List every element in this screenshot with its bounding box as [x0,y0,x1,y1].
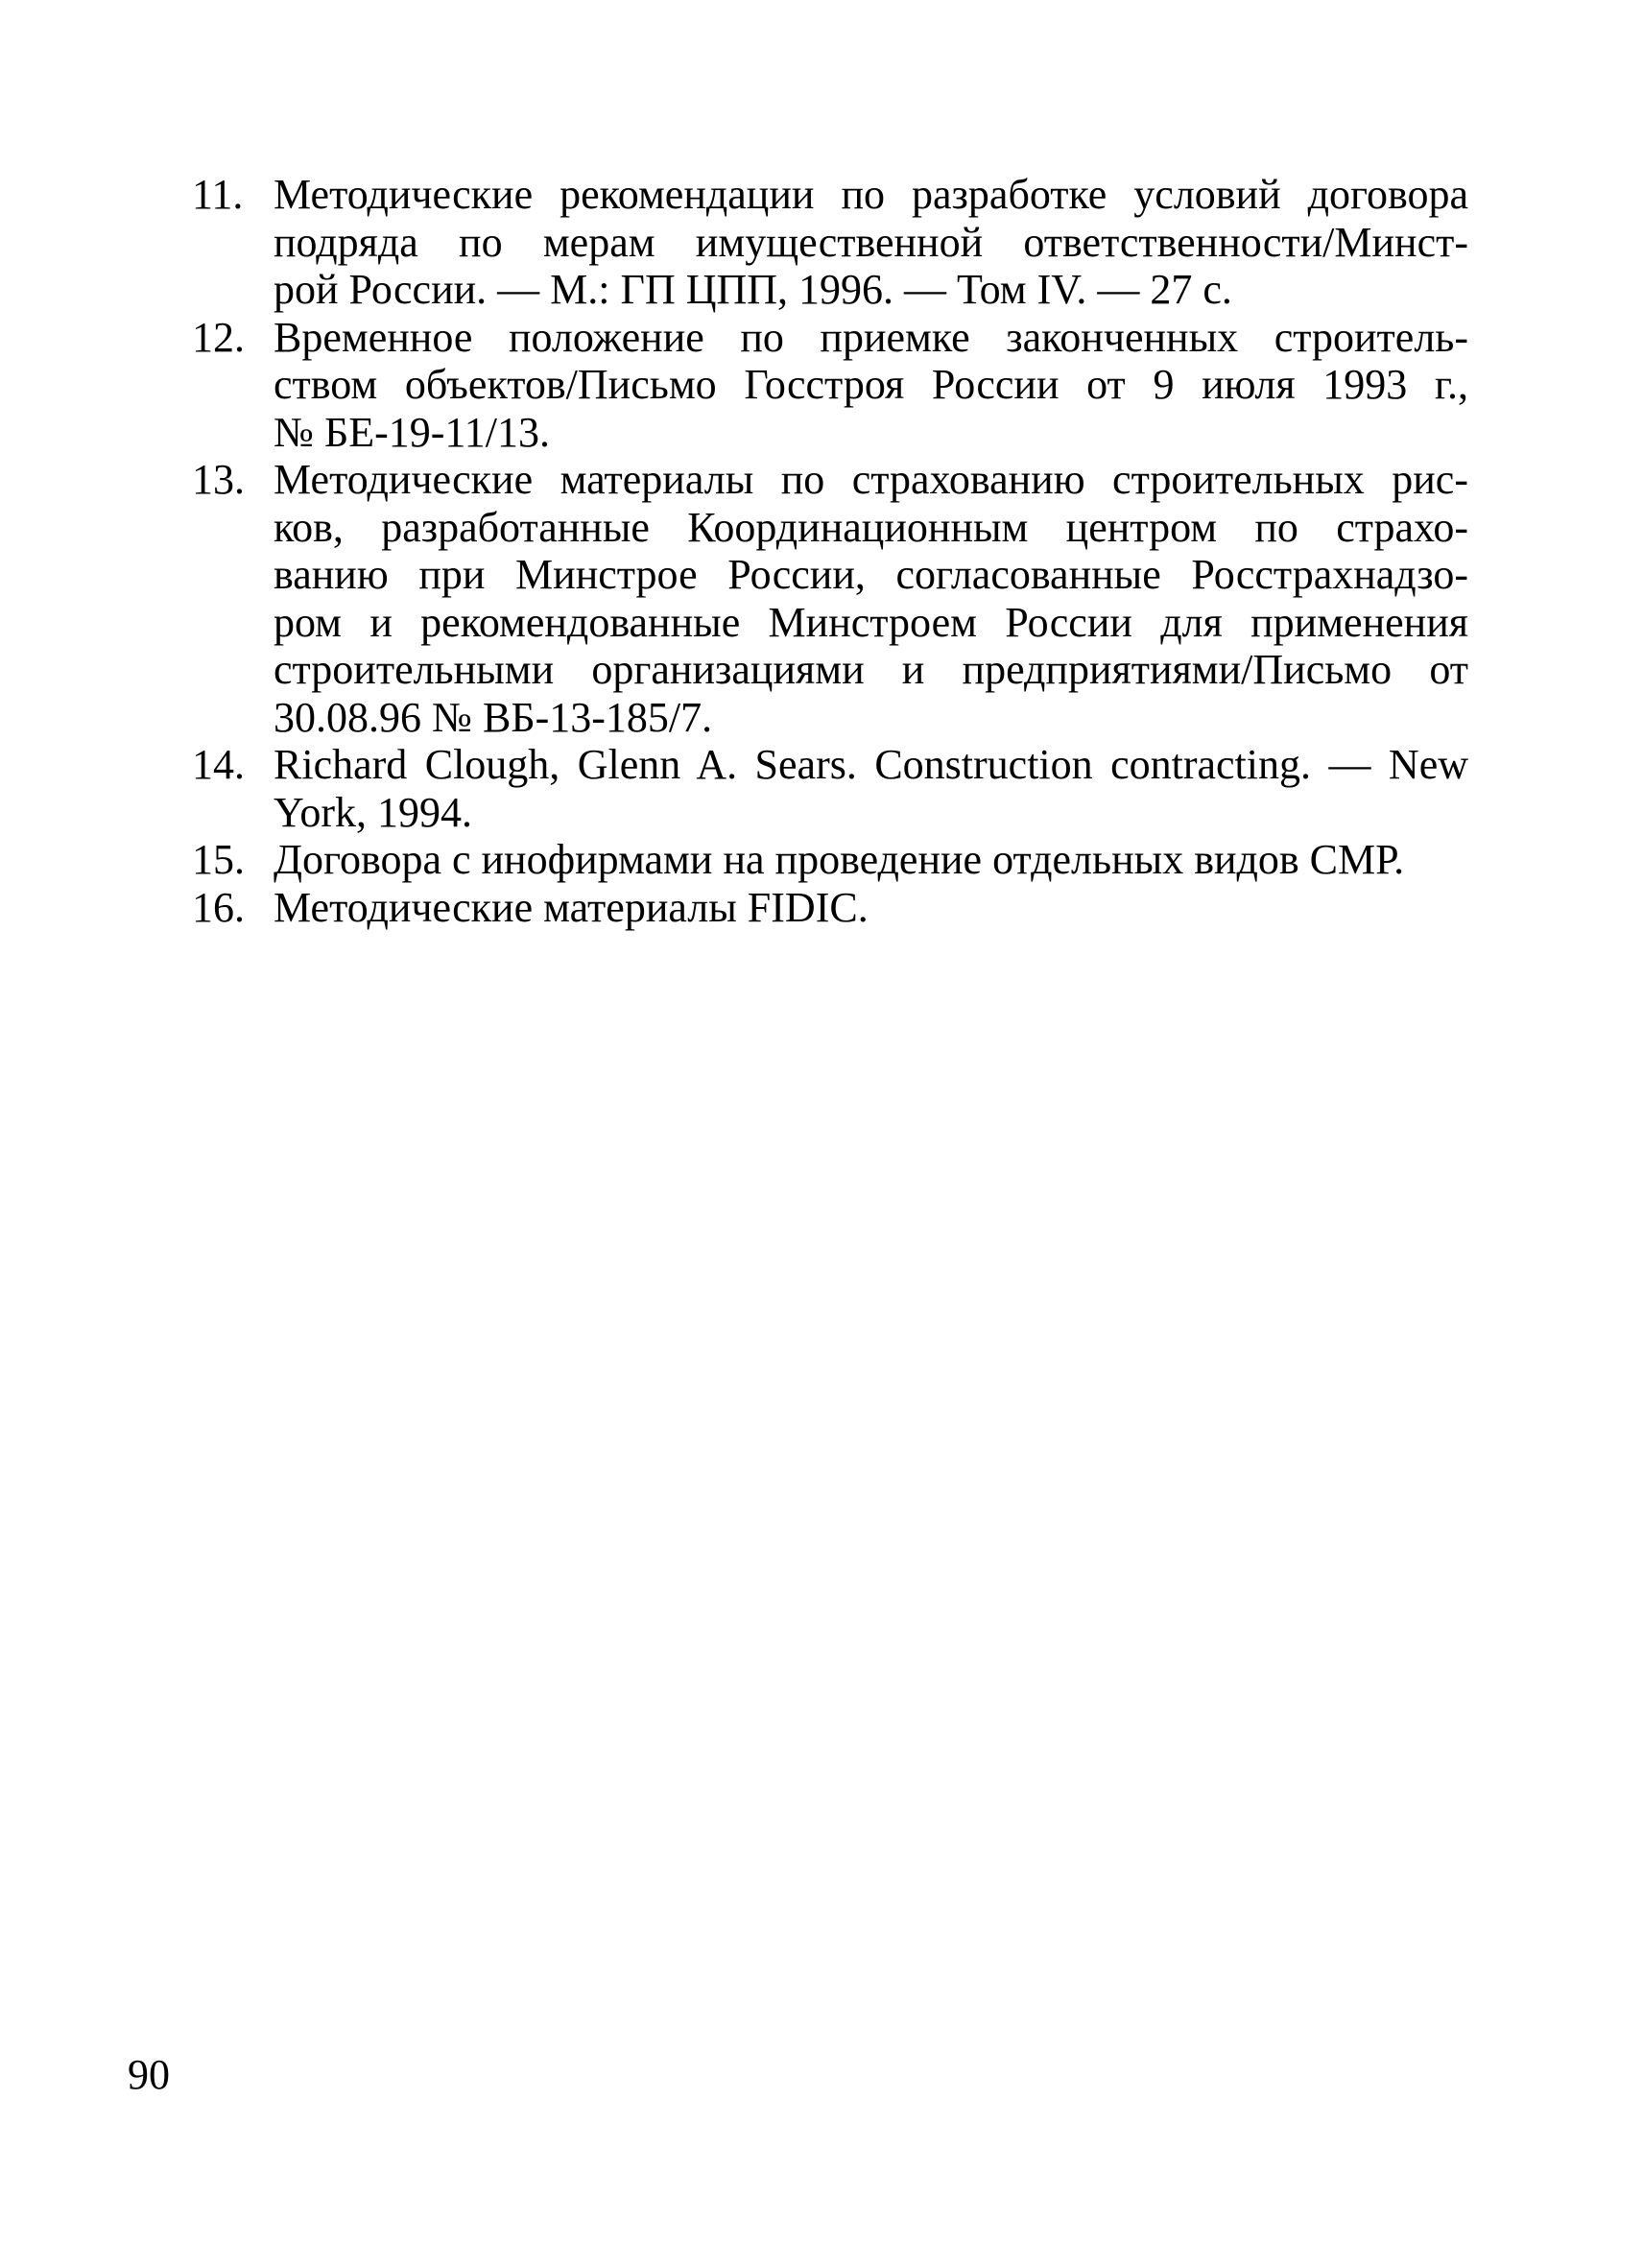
reference-line: York, 1994. [274,788,473,836]
reference-text [274,171,1468,314]
reference-item-11 [192,171,1468,314]
reference-line: 30.08.96 № ВБ-13-185/7. [274,693,713,741]
reference-line: Договора с инофирмами на проведение отдельных видов СМР. [274,836,1405,883]
reference-line: ством объектов/Письмо Госстроя России от 9 июля 1993 г., [274,361,1468,408]
reference-line: строительными организациями и предприятиями/Письмо от [274,646,1468,693]
reference-line: ром и рекомендованные Минстроем России для применения [274,598,1468,646]
reference-line: Richard Clough, Glenn A. Sears. Construction contracting. — New [274,741,1468,788]
reference-number: 16. [192,883,245,931]
reference-text [274,314,1468,457]
reference-item-12 [192,314,1468,457]
reference-number: 13. [192,456,245,503]
reference-line: рой России. — М.: ГП ЦПП, 1996. — Том IV. — 27 с. [274,266,1232,313]
reference-number: 11. [192,171,244,218]
reference-item-15 [192,836,1468,884]
reference-text [274,741,1468,836]
reference-number: 14. [192,741,245,788]
page-number: 90 [128,2051,170,2098]
reference-item-13 [192,456,1468,741]
reference-item-14 [192,741,1468,836]
reference-text [274,884,1468,932]
reference-line: ков, разработанные Координационным центром по страхо- [274,503,1468,551]
reference-text [274,836,1468,884]
reference-line: Методические материалы по страхованию строительных рис- [274,456,1468,503]
reference-line: № БЕ-19-11/13. [274,408,551,456]
reference-number: 15. [192,836,245,883]
reference-item-16 [192,884,1468,932]
reference-number: 12. [192,313,245,361]
reference-text [274,456,1468,741]
reference-line: ванию при Минстрое России, согласованные Росстрахнадзо- [274,551,1468,598]
reference-line: Методические рекомендации по разработке условий договора [274,171,1468,218]
reference-line: подряда по мерам имущественной ответственности/Минст- [274,218,1468,266]
reference-line: Временное положение по приемке законченных строитель- [274,313,1468,361]
reference-list [192,171,1468,931]
reference-line: Методические материалы FIDIC. [274,883,869,931]
